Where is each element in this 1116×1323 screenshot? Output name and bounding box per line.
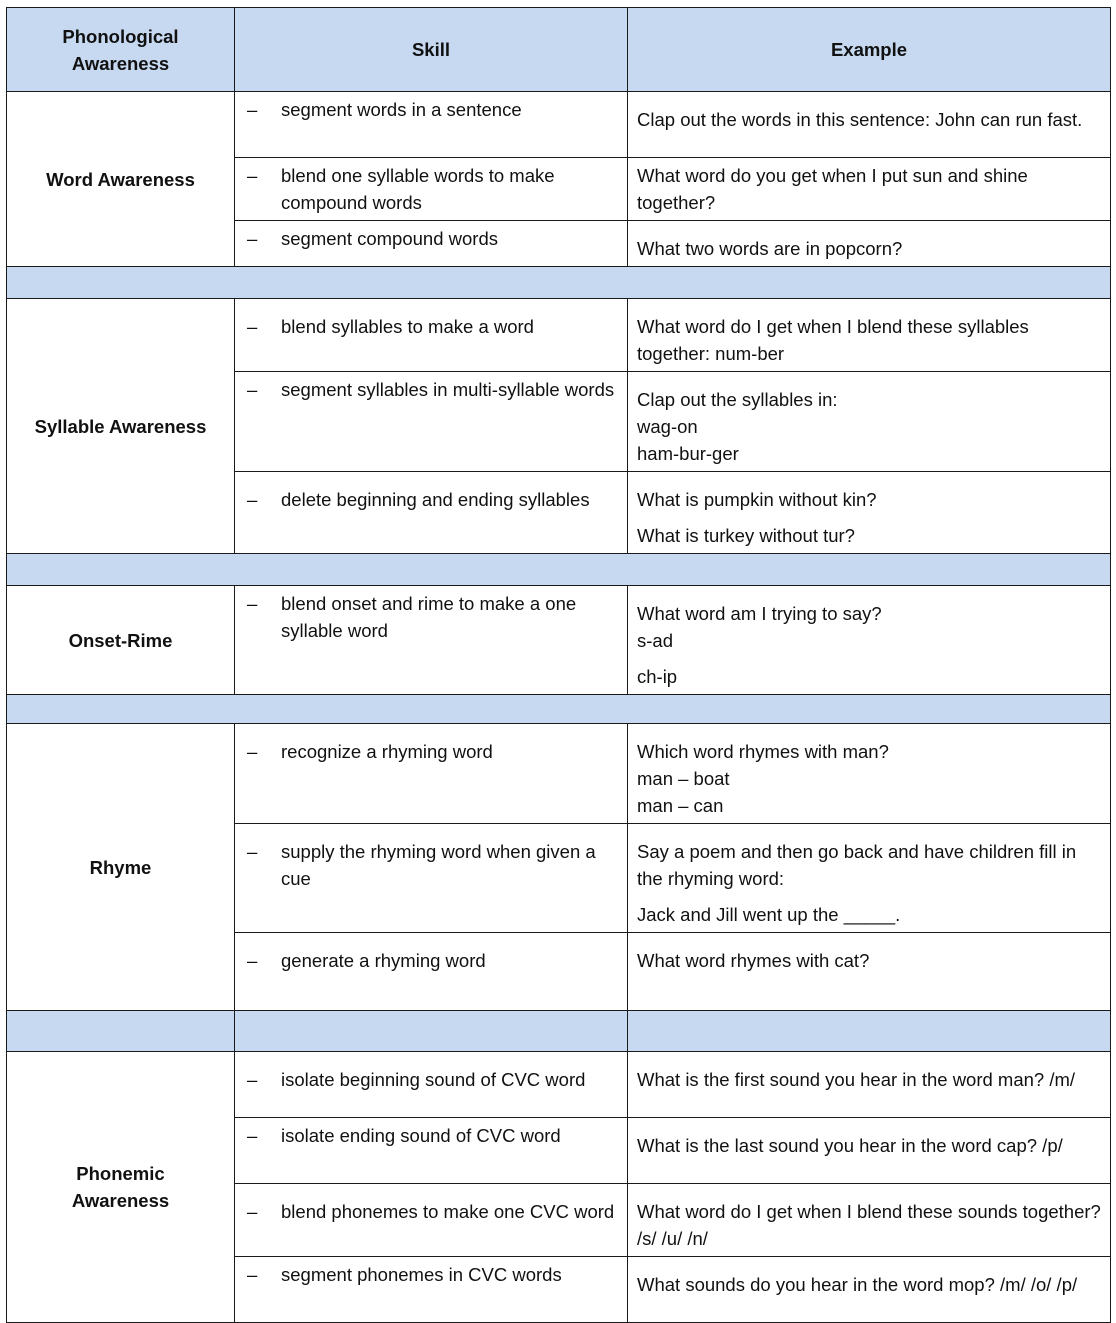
skill-cell [235, 724, 628, 824]
skill-text: blend phonemes to make one CVC word [281, 1201, 615, 1222]
skill-cell [235, 1257, 628, 1323]
example-text: What is the last sound you hear in the word cap? /p/ [637, 1135, 1063, 1156]
dash-bullet: – [247, 489, 258, 510]
separator-row [7, 1011, 1111, 1052]
example-text: Clap out the words in this sentence: John can run fast. [637, 109, 1083, 130]
table-row [7, 1052, 1111, 1118]
example-cell [628, 372, 1111, 472]
skill-text: delete beginning and ending syllables [281, 489, 590, 510]
example-cell [628, 221, 1111, 267]
example-cell [628, 586, 1111, 695]
header-example: Example [628, 8, 1111, 92]
dash-bullet: – [247, 950, 258, 971]
example-text: ham-bur-ger [637, 443, 739, 464]
skill-cell [235, 472, 628, 554]
example-text: man – boat [637, 768, 730, 789]
example-cell [628, 1184, 1111, 1257]
example-text: What is the first sound you hear in the word man? /m/ [637, 1069, 1076, 1090]
table-row [7, 299, 1111, 372]
dash-bullet: – [247, 1069, 258, 1090]
example-text: man – can [637, 795, 724, 816]
skill-cell [235, 372, 628, 472]
category-rhyme: Rhyme [7, 724, 235, 1011]
skill-text: isolate ending sound of CVC word [281, 1125, 561, 1146]
example-text: wag-on [637, 416, 698, 437]
example-cell [628, 724, 1111, 824]
skill-text: segment phonemes in CVC words [281, 1264, 562, 1285]
example-text: What is pumpkin without kin? [637, 489, 877, 510]
example-text: Clap out the syllables in: [637, 389, 838, 410]
skill-cell [235, 1118, 628, 1184]
dash-bullet: – [247, 379, 258, 400]
dash-bullet: – [247, 316, 258, 337]
skill-text: segment syllables in multi-syllable words [281, 379, 615, 400]
skill-cell [235, 221, 628, 267]
table-row [7, 586, 1111, 695]
skill-text: segment words in a sentence [281, 99, 522, 120]
dash-bullet: – [247, 228, 258, 249]
separator-row [7, 554, 1111, 586]
dash-bullet: – [247, 99, 258, 120]
skill-cell [235, 824, 628, 933]
dash-bullet: – [247, 1264, 258, 1285]
skill-cell [235, 586, 628, 695]
example-text: What two words are in popcorn? [637, 238, 903, 259]
example-cell [628, 299, 1111, 372]
skill-cell [235, 92, 628, 158]
example-text: ch-ip [637, 666, 678, 687]
example-text: What sounds do you hear in the word mop? /m/ /o/ /p/ [637, 1274, 1078, 1295]
example-text: Which word rhymes with man? [637, 741, 889, 762]
category-syllable-awareness: Syllable Awareness [7, 299, 235, 554]
example-cell [628, 1257, 1111, 1323]
skill-text: generate a rhyming word [281, 950, 486, 971]
example-cell [628, 472, 1111, 554]
example-text: What is turkey without tur? [637, 525, 855, 546]
example-text: What word do you get when I put sun and shine together? [637, 165, 1028, 213]
separator-row [7, 695, 1111, 724]
category-word-awareness: Word Awareness [7, 92, 235, 267]
dash-bullet: – [247, 165, 258, 186]
example-cell [628, 933, 1111, 1011]
skill-text: recognize a rhyming word [281, 741, 493, 762]
separator-row [7, 267, 1111, 299]
header-row [7, 8, 1111, 92]
example-text: What word do I get when I blend these syllables together: num-ber [637, 316, 1029, 364]
example-cell [628, 1118, 1111, 1184]
dash-bullet: – [247, 593, 258, 614]
skill-cell [235, 1184, 628, 1257]
skill-text: isolate beginning sound of CVC word [281, 1069, 586, 1090]
example-cell [628, 824, 1111, 933]
header-phonological-awareness: Phonological Awareness [7, 8, 235, 92]
skill-cell [235, 1052, 628, 1118]
dash-bullet: – [247, 1125, 258, 1146]
skill-text: blend syllables to make a word [281, 316, 534, 337]
skill-cell [235, 933, 628, 1011]
dash-bullet: – [247, 1201, 258, 1222]
table-row [7, 724, 1111, 824]
skill-cell [235, 158, 628, 221]
category-phonemic-awareness: Phonemic Awareness [7, 1052, 235, 1323]
example-cell [628, 1052, 1111, 1118]
example-cell [628, 92, 1111, 158]
category-onset-rime: Onset-Rime [7, 586, 235, 695]
table-row [7, 92, 1111, 158]
skill-text: blend onset and rime to make a one syllable word [281, 593, 577, 641]
example-cell [628, 158, 1111, 221]
example-text: What word do I get when I blend these sounds together? /s/ /u/ /n/ [637, 1201, 1101, 1249]
example-text: s-ad [637, 630, 673, 651]
example-text: What word am I trying to say? [637, 603, 882, 624]
example-text: What word rhymes with cat? [637, 950, 870, 971]
phonological-awareness-table [6, 7, 1111, 1323]
skill-text: segment compound words [281, 228, 498, 249]
dash-bullet: – [247, 841, 258, 862]
dash-bullet: – [247, 741, 258, 762]
skill-cell [235, 299, 628, 372]
skill-text: supply the rhyming word when given a cue [281, 841, 596, 889]
example-text: Say a poem and then go back and have children fill in the rhyming word: [637, 841, 1077, 889]
example-text: Jack and Jill went up the _____. [637, 904, 901, 925]
skill-text: blend one syllable words to make compound words [281, 165, 555, 213]
header-skill: Skill [235, 8, 628, 92]
